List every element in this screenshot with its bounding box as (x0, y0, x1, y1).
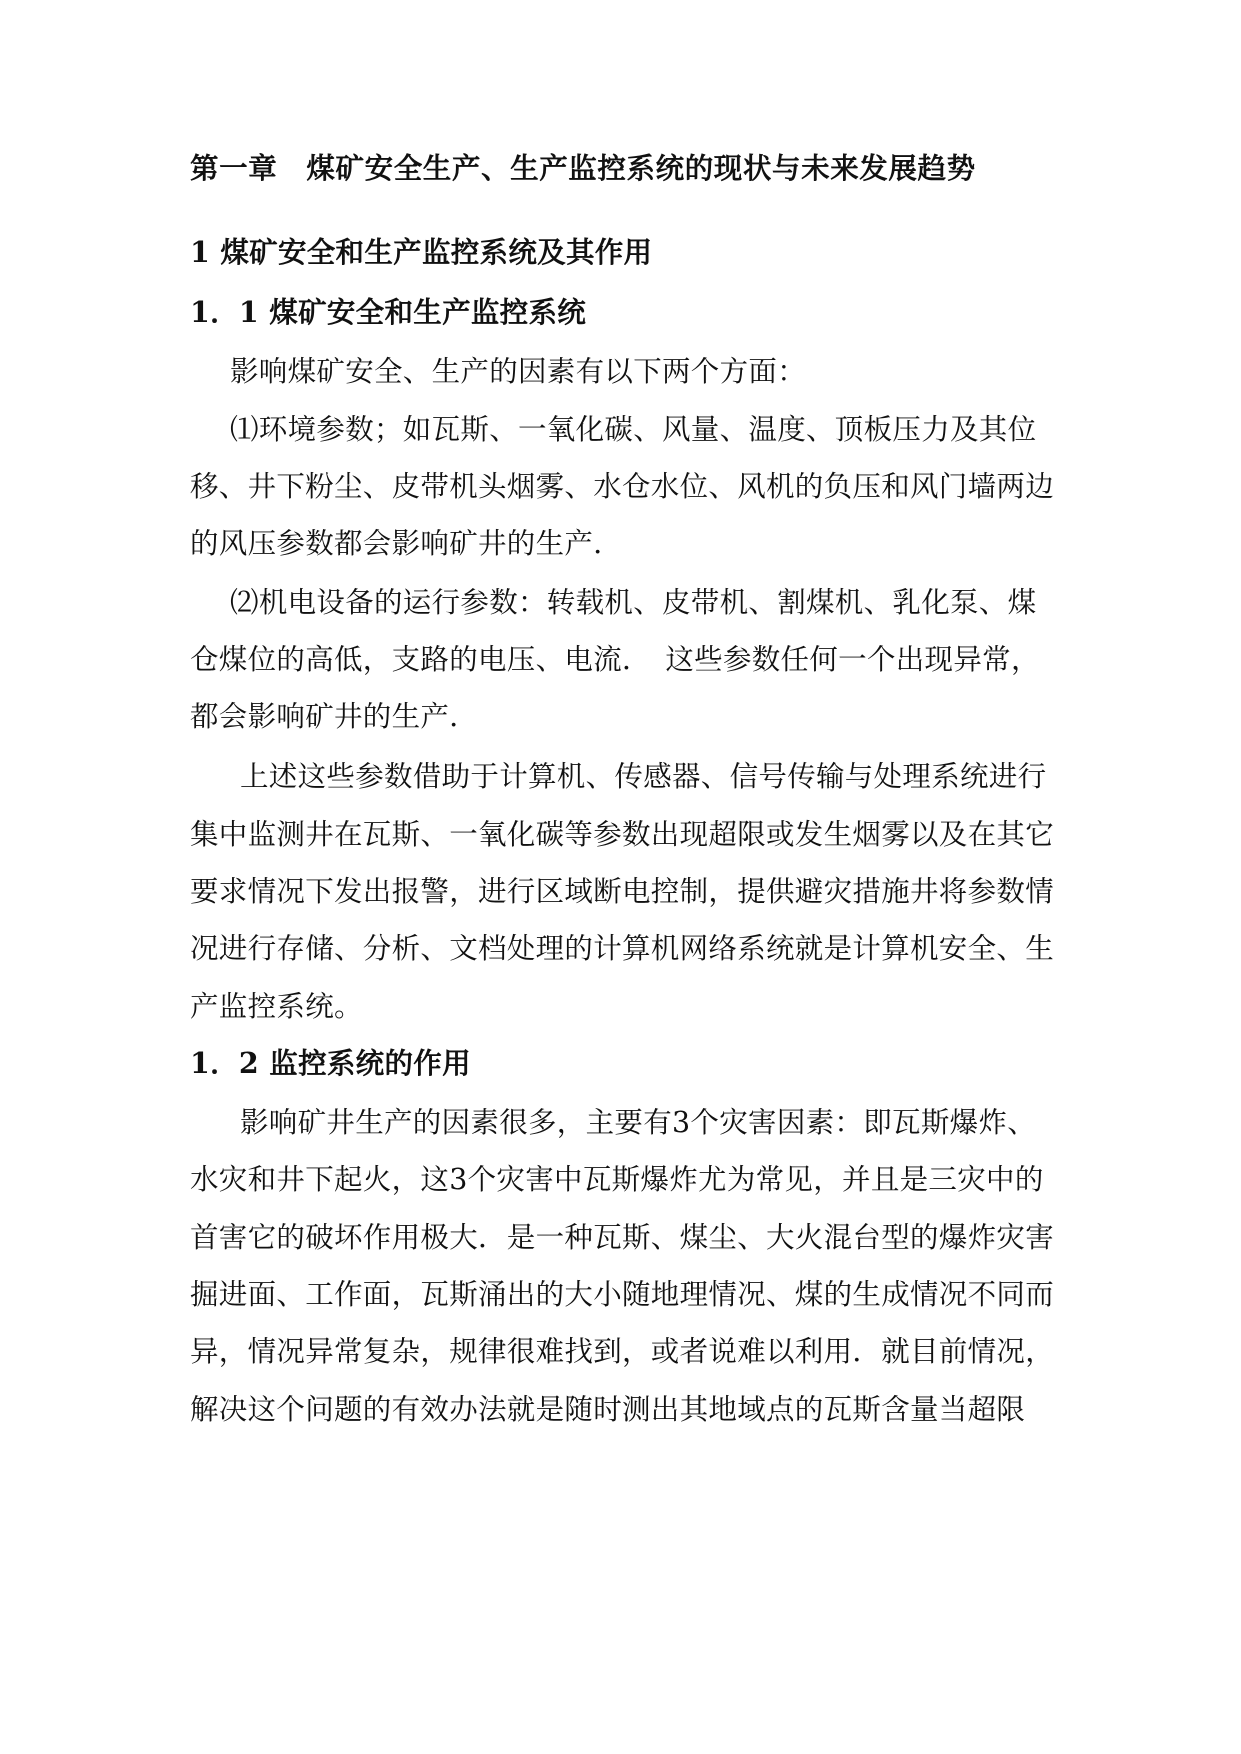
paragraph-line: 集中监测井在瓦斯、一氧化碳等参数出现超限或发生烟雾以及在其它 (190, 818, 1055, 851)
paragraph-line: ⑴环境参数；如瓦斯、一氧化碳、风量、温度、顶板压力及其位 (230, 413, 1037, 446)
paragraph-line: 况进行存储、分析、文档处理的计算机网络系统就是计算机安全、生 (190, 932, 1055, 965)
paragraph-line: 产监控系统。 (190, 990, 363, 1023)
paragraph-line: 都会影响矿井的生产． (190, 700, 479, 733)
paragraph-line: 移、井下粉尘、皮带机头烟雾、水仓水位、风机的负压和风门墙两边 (190, 470, 1055, 503)
section-heading-1: 1 煤矿安全和生产监控系统及其作用 (190, 235, 653, 269)
paragraph-line: 掘进面、工作面，瓦斯涌出的大小随地理情况、煤的生成情况不同而 (190, 1278, 1055, 1311)
chapter-title: 第一章 煤矿安全生产、生产监控系统的现状与未来发展趋势 (190, 151, 976, 185)
paragraph-line: 仓煤位的高低，支路的电压、电流． 这些参数任何一个出现异常， (190, 643, 1040, 676)
section-heading-1-1: 1．1 煤矿安全和生产监控系统 (190, 295, 587, 329)
section-heading-1-2: 1．2 监控系统的作用 (190, 1046, 471, 1080)
paragraph-line: 解决这个问题的有效办法就是随时测出其地域点的瓦斯含量当超限 (190, 1393, 1026, 1426)
paragraph-line: 影响矿井生产的因素很多，主要有3个灾害因素：即瓦斯爆炸、 (240, 1106, 1037, 1139)
paragraph-line: 水灾和井下起火，这3个灾害中瓦斯爆炸尤为常见，并且是三灾中的 (190, 1163, 1044, 1196)
paragraph-line: ⑵机电设备的运行参数：转载机、皮带机、割煤机、乳化泵、煤 (230, 586, 1037, 619)
paragraph-line: 的风压参数都会影响矿井的生产． (190, 527, 623, 560)
paragraph-line: 要求情况下发出报警，进行区域断电控制，提供避灾措施井将参数情 (190, 875, 1055, 908)
paragraph-line: 异，情况异常复杂，规律很难找到，或者说难以利用．就目前情况， (190, 1335, 1055, 1368)
paragraph-line: 首害它的破坏作用极大．是一种瓦斯、煤尘、大火混台型的爆炸灾害 (190, 1221, 1055, 1254)
paragraph-line: 影响煤矿安全、生产的因素有以下两个方面： (230, 355, 807, 388)
paragraph-line: 上述这些参数借助于计算机、传感器、信号传输与处理系统进行 (240, 760, 1047, 793)
